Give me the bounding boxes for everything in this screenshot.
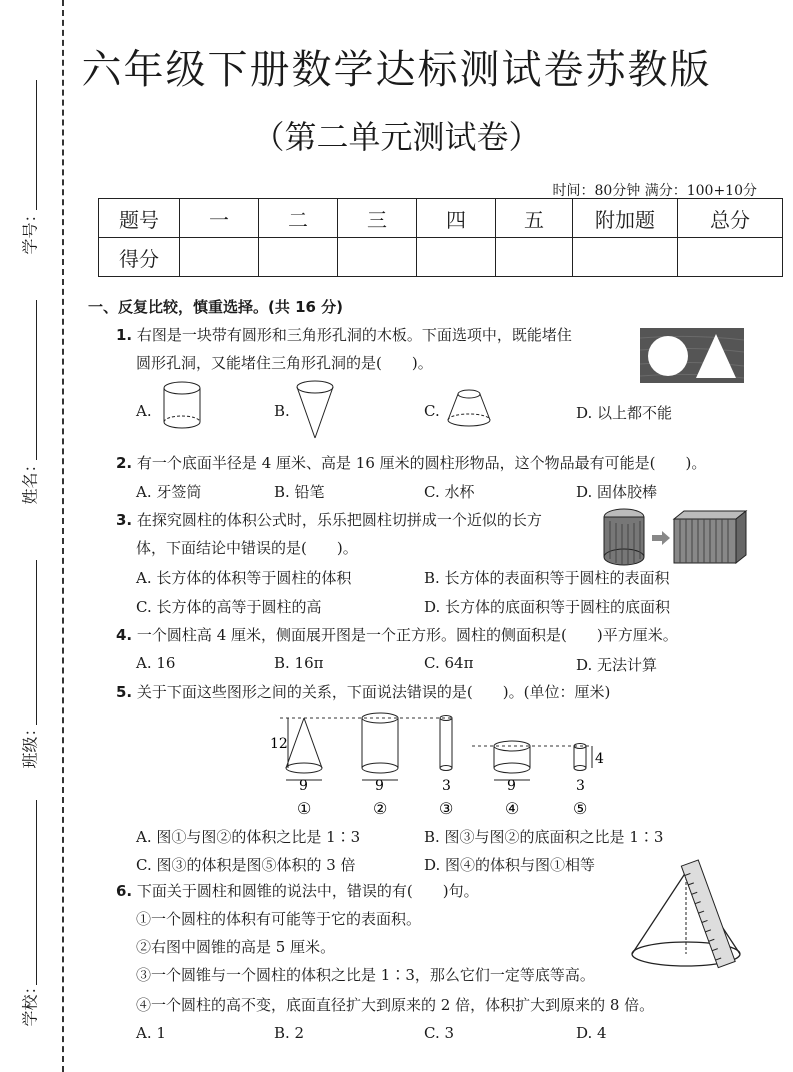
q2-option-a[interactable]: A. 牙签筒 <box>136 483 202 501</box>
score-cell[interactable] <box>180 238 259 277</box>
base-label-3: 3 <box>442 778 451 794</box>
ruler-icon <box>681 860 735 968</box>
wood-board-figure <box>640 328 744 383</box>
score-header-cell: 五 <box>496 199 573 238</box>
score-header-cell: 题号 <box>99 199 180 238</box>
q6-option-c[interactable]: C. 3 <box>424 1024 455 1042</box>
q5-option-c[interactable]: C. 图③的体积是图⑤体积的 3 倍 <box>136 856 356 874</box>
q4-option-b[interactable]: B. 16π <box>274 654 324 672</box>
q3-text-1: 在探究圆柱的体积公式时，乐乐把圆柱切拼成一个近似的长方 <box>136 511 542 529</box>
score-table-header-row <box>99 199 783 238</box>
score-header-cell: 二 <box>259 199 338 238</box>
school-line <box>36 800 37 985</box>
score-header-cell: 总分 <box>678 199 783 238</box>
base-label-2: 9 <box>375 778 384 794</box>
page-title: 六年级下册数学达标测试卷苏教版 <box>81 47 712 93</box>
score-header-cell: 附加题 <box>573 199 678 238</box>
q2-option-d[interactable]: D. 固体胶棒 <box>576 483 658 501</box>
q5-option-a[interactable]: A. 图①与图②的体积之比是 1∶3 <box>136 828 361 846</box>
score-table <box>98 198 783 277</box>
class-line <box>36 560 37 725</box>
score-cell[interactable] <box>496 238 573 277</box>
arrow-right-icon <box>652 531 670 545</box>
q6-statement-2: ②右图中圆锥的高是 5 厘米。 <box>136 938 336 956</box>
cone-with-ruler-figure <box>620 856 750 976</box>
q3-line1 <box>116 507 542 533</box>
q1-option-a[interactable]: A. <box>136 402 152 420</box>
q6-option-b[interactable]: B. 2 <box>274 1024 305 1042</box>
q3-number: 3. <box>116 511 133 529</box>
figure-label-1: ① <box>297 799 312 818</box>
q4-option-a[interactable]: A. 16 <box>136 654 176 672</box>
height-12-label: 12 <box>270 736 288 752</box>
q6-option-a[interactable]: A. 1 <box>136 1024 166 1042</box>
q3-option-c[interactable]: C. 长方体的高等于圆柱的高 <box>136 598 322 616</box>
q3-text-2: 体，下面结论中错误的是( )。 <box>136 539 358 557</box>
score-row-label: 得分 <box>99 238 180 277</box>
q2-number: 2. <box>116 454 133 472</box>
cylinder-to-cuboid-figure <box>600 505 750 567</box>
figure-label-4: ④ <box>505 799 520 818</box>
school-label: 学校： <box>20 978 40 1027</box>
q4-line1 <box>116 622 678 648</box>
q6-number: 6. <box>116 882 133 900</box>
q4-number: 4. <box>116 626 133 644</box>
figure-label-2: ② <box>373 799 388 818</box>
q5-shapes-figure <box>262 708 612 822</box>
q6-text-1: 下面关于圆柱和圆锥的说法中，错误的有( )句。 <box>136 882 479 900</box>
q1-number: 1. <box>116 326 133 344</box>
score-header-cell: 四 <box>417 199 496 238</box>
q5-option-b[interactable]: B. 图③与图②的底面积之比是 1∶3 <box>424 828 664 846</box>
score-header-cell: 一 <box>180 199 259 238</box>
q3-option-d[interactable]: D. 长方体的底面积等于圆柱的底面积 <box>424 598 671 616</box>
circle-hole <box>648 336 688 376</box>
base-label-4: 9 <box>507 778 516 794</box>
score-cell[interactable] <box>338 238 417 277</box>
q1-text-1: 右图是一块带有圆形和三角形孔洞的木板。下面选项中，既能堵住 <box>136 326 572 344</box>
section-1-heading: 一、反复比较，慎重选择。(共 16 分) <box>88 298 344 316</box>
q3-option-a[interactable]: A. 长方体的体积等于圆柱的体积 <box>136 569 352 587</box>
score-cell[interactable] <box>573 238 678 277</box>
q6-option-d[interactable]: D. 4 <box>576 1024 607 1042</box>
q4-option-c[interactable]: C. 64π <box>424 654 474 672</box>
q4-text-1: 一个圆柱高 4 厘米，侧面展开图是一个正方形。圆柱的侧面积是( )平方厘米。 <box>136 626 678 644</box>
figure-label-3: ③ <box>439 799 454 818</box>
time-info: 时间：80分钟 满分：100+10分 <box>552 183 757 199</box>
name-line <box>36 300 37 460</box>
q2-option-c[interactable]: C. 水杯 <box>424 483 475 501</box>
cone-option-icon <box>294 378 336 442</box>
q4-option-d[interactable]: D. 无法计算 <box>576 656 658 674</box>
class-label: 班级： <box>20 720 40 769</box>
q2-line1 <box>116 450 706 476</box>
q5-option-d[interactable]: D. 图④的体积与图①相等 <box>424 856 596 874</box>
q3-option-b[interactable]: B. 长方体的表面积等于圆柱的表面积 <box>424 569 670 587</box>
student-id-label: 学号： <box>20 206 40 255</box>
score-cell[interactable] <box>678 238 783 277</box>
q5-text-1: 关于下面这些图形之间的关系，下面说法错误的是( )。(单位：厘米) <box>136 683 611 701</box>
score-header-cell: 三 <box>338 199 417 238</box>
name-label: 姓名： <box>20 456 40 505</box>
base-label-1: 9 <box>299 778 308 794</box>
binding-dashed-line <box>62 0 64 1072</box>
q1-line1 <box>116 322 572 348</box>
q1-option-b[interactable]: B. <box>274 402 290 420</box>
q6-statement-3: ③一个圆锥与一个圆柱的体积之比是 1∶3，那么它们一定等底等高。 <box>136 966 595 984</box>
base-label-5: 3 <box>576 778 585 794</box>
q5-number: 5. <box>116 683 133 701</box>
q5-line1 <box>116 679 610 705</box>
figure-label-5: ⑤ <box>573 799 588 818</box>
score-cell[interactable] <box>259 238 338 277</box>
score-table-score-row <box>99 238 783 277</box>
q2-text-1: 有一个底面半径是 4 厘米、高是 16 厘米的圆柱形物品，这个物品最有可能是( )。 <box>136 454 707 472</box>
q6-statement-1: ①一个圆柱的体积有可能等于它的表面积。 <box>136 910 422 928</box>
q1-text-2: 圆形孔洞，又能堵住三角形孔洞的是( )。 <box>136 354 433 372</box>
q6-line1 <box>116 878 479 904</box>
q2-option-b[interactable]: B. 铅笔 <box>274 483 325 501</box>
page-subtitle: （第二单元测试卷） <box>252 118 541 156</box>
q1-option-d[interactable]: D. 以上都不能 <box>576 404 673 422</box>
frustum-option-icon <box>444 388 494 428</box>
cylinder-option-icon <box>160 380 204 432</box>
q6-statement-4: ④一个圆柱的高不变，底面直径扩大到原来的 2 倍，体积扩大到原来的 8 倍。 <box>136 996 655 1014</box>
height-4-label: 4 <box>595 751 604 767</box>
q1-option-c[interactable]: C. <box>424 402 440 420</box>
score-cell[interactable] <box>417 238 496 277</box>
